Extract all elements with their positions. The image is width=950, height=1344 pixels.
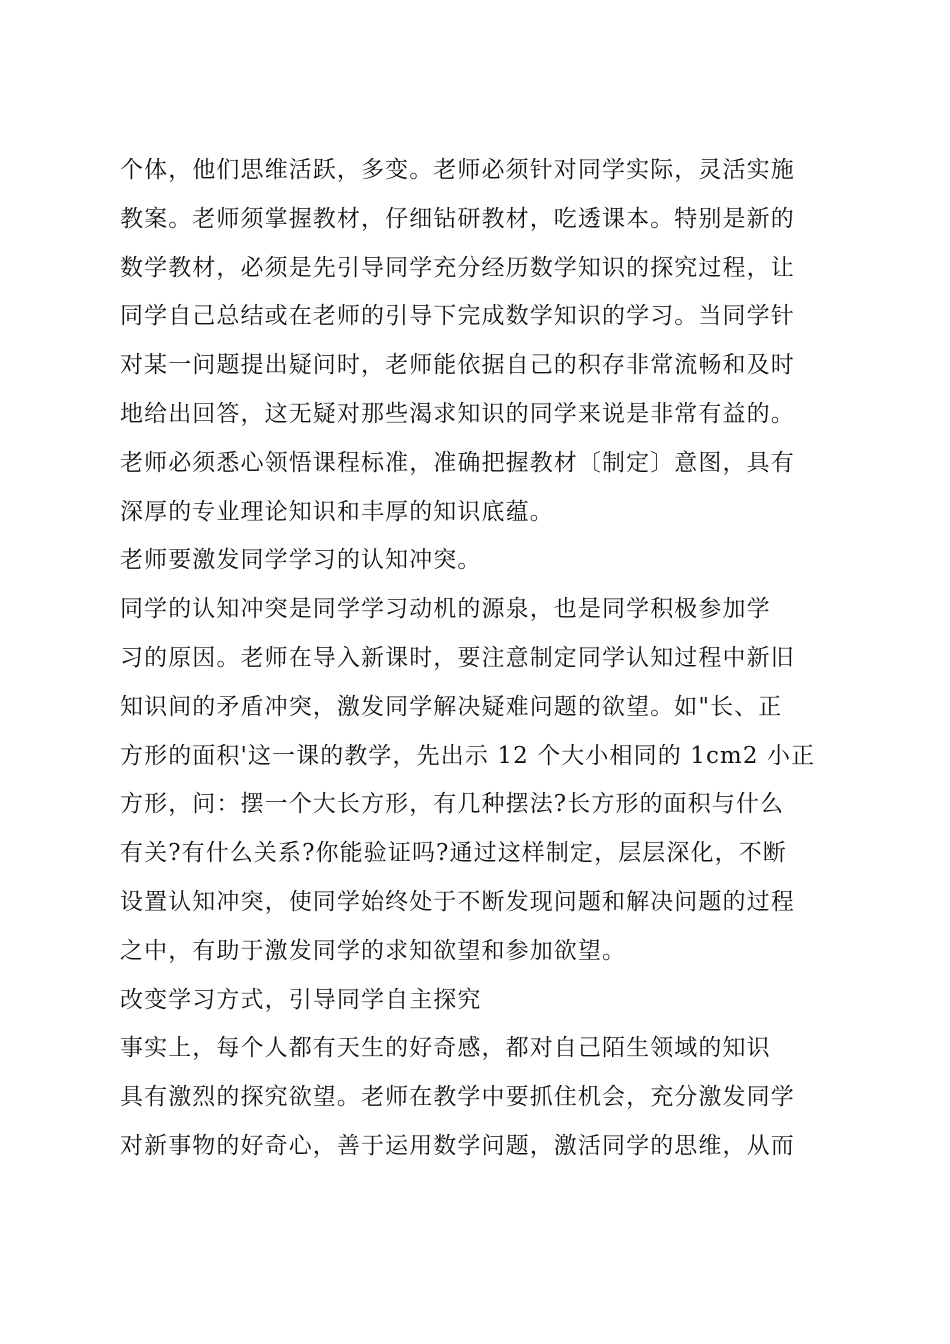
text-line: 同学自己总结或在老师的引导下完成数学知识的学习。当同学针 bbox=[120, 303, 795, 330]
text-line: 有关?有什么关系?你能验证吗?通过这样制定，层层深化，不断 bbox=[120, 840, 787, 867]
text-line: 具有激烈的探究欲望。老师在教学中要抓住机会，充分激发同学 bbox=[120, 1084, 795, 1111]
text-line: 事实上，每个人都有天生的好奇感，都对自己陌生领域的知识 bbox=[120, 1035, 771, 1062]
text-line: 对某一问题提出疑问时，老师能依据自己的积存非常流畅和及时 bbox=[120, 352, 795, 379]
text-line: 方形的面积'这一课的教学，先出示 12 个大小相同的 1cm2 小正 bbox=[120, 742, 816, 769]
section-heading: 改变学习方式，引导同学自主探究 bbox=[120, 986, 482, 1013]
text-line: 同学的认知冲突是同学学习动机的源泉，也是同学积极参加学 bbox=[120, 596, 771, 623]
text-line: 方形，问：摆一个大长方形，有几种摆法?长方形的面积与什么 bbox=[120, 791, 785, 818]
text-line: 地给出回答，这无疑对那些渴求知识的同学来说是非常有益的。 bbox=[120, 400, 795, 427]
section-heading: 老师要激发同学学习的认知冲突。 bbox=[120, 547, 482, 574]
text-line: 之中，有助于激发同学的求知欲望和参加欲望。 bbox=[120, 937, 627, 964]
text-line: 数学教材，必须是先引导同学充分经历数学知识的探究过程，让 bbox=[120, 254, 795, 281]
text-line: 对新事物的好奇心，善于运用数学问题，激活同学的思维，从而 bbox=[120, 1132, 795, 1159]
text-line: 个体，他们思维活跃，多变。老师必须针对同学实际，灵活实施 bbox=[120, 157, 795, 183]
text-line: 教案。老师须掌握教材，仔细钻研教材，吃透课本。特别是新的 bbox=[120, 205, 795, 232]
text-line: 习的原因。老师在导入新课时，要注意制定同学认知过程中新旧 bbox=[120, 644, 795, 671]
text-line: 知识间的矛盾冲突，激发同学解决疑难问题的欲望。如"长、正 bbox=[120, 693, 783, 720]
text-line: 深厚的专业理论知识和丰厚的知识底蕴。 bbox=[120, 498, 554, 525]
text-line: 老师必须悉心领悟课程标准，准确把握教材〔制定〕意图，具有 bbox=[120, 449, 795, 476]
text-line: 设置认知冲突，使同学始终处于不断发现问题和解决问题的过程 bbox=[120, 888, 795, 915]
body-text bbox=[120, 146, 840, 1171]
